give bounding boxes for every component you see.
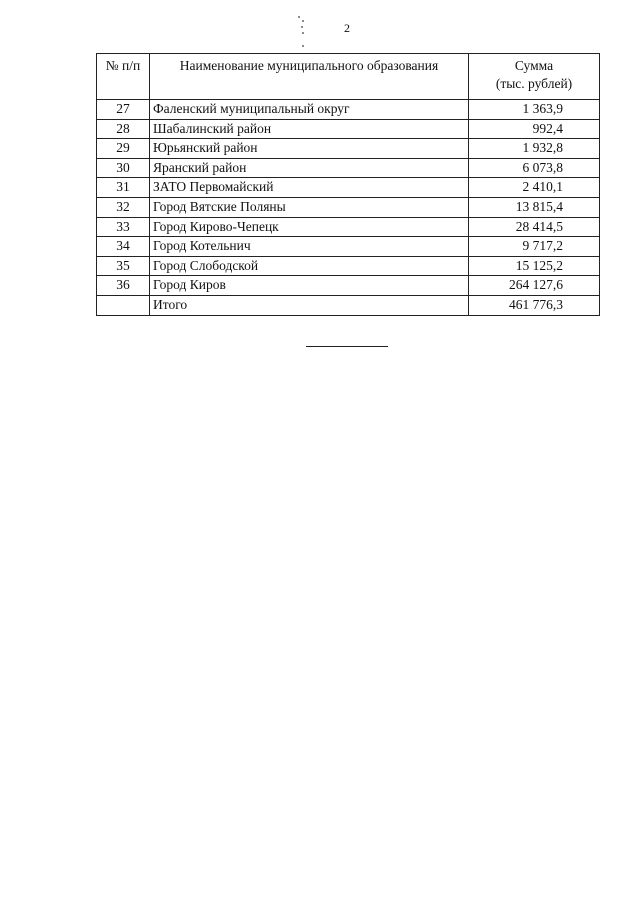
municipal-sum-table <box>96 53 600 316</box>
table-row <box>97 119 600 139</box>
header-sum-line1: Сумма <box>514 58 554 73</box>
row-number: 27 <box>97 100 150 120</box>
row-sum: 1 363,9 <box>469 100 600 120</box>
row-sum: 28 414,5 <box>469 217 600 237</box>
row-sum: 461 776,3 <box>469 295 600 315</box>
row-name: Город Кирово-Чепецк <box>150 217 469 237</box>
table-row <box>97 237 600 257</box>
row-name: Город Котельнич <box>150 237 469 257</box>
header-name: Наименование муниципального образования <box>150 54 469 100</box>
row-name: Город Слободской <box>150 256 469 276</box>
row-number: 30 <box>97 158 150 178</box>
row-number: 35 <box>97 256 150 276</box>
table-row <box>97 158 600 178</box>
table-row <box>97 178 600 198</box>
row-sum: 992,4 <box>469 119 600 139</box>
end-rule <box>306 346 388 347</box>
table-row <box>97 256 600 276</box>
row-sum: 6 073,8 <box>469 158 600 178</box>
row-number <box>97 295 150 315</box>
row-number: 34 <box>97 237 150 257</box>
scan-artifact <box>296 12 310 52</box>
row-name: Юрьянский район <box>150 139 469 159</box>
row-number: 33 <box>97 217 150 237</box>
row-name: Яранский район <box>150 158 469 178</box>
row-sum: 264 127,6 <box>469 276 600 296</box>
row-name: Шабалинский район <box>150 119 469 139</box>
row-number: 28 <box>97 119 150 139</box>
row-name: Фаленский муниципальный округ <box>150 100 469 120</box>
table-header-row <box>97 54 600 100</box>
row-number: 32 <box>97 197 150 217</box>
row-sum: 2 410,1 <box>469 178 600 198</box>
header-number: № п/п <box>97 54 150 100</box>
row-sum: 1 932,8 <box>469 139 600 159</box>
table-row <box>97 139 600 159</box>
row-name: Итого <box>150 295 469 315</box>
table-row <box>97 197 600 217</box>
row-name: Город Киров <box>150 276 469 296</box>
table-row <box>97 100 600 120</box>
row-sum: 13 815,4 <box>469 197 600 217</box>
table-row <box>97 276 600 296</box>
header-sum <box>469 54 600 100</box>
page-number: 2 <box>344 21 350 35</box>
row-name: Город Вятские Поляны <box>150 197 469 217</box>
row-number: 31 <box>97 178 150 198</box>
total-row <box>97 295 600 315</box>
row-number: 29 <box>97 139 150 159</box>
table-row <box>97 217 600 237</box>
row-number: 36 <box>97 276 150 296</box>
row-sum: 9 717,2 <box>469 237 600 257</box>
header-sum-line2: (тыс. рублей) <box>495 76 573 91</box>
row-name: ЗАТО Первомайский <box>150 178 469 198</box>
row-sum: 15 125,2 <box>469 256 600 276</box>
